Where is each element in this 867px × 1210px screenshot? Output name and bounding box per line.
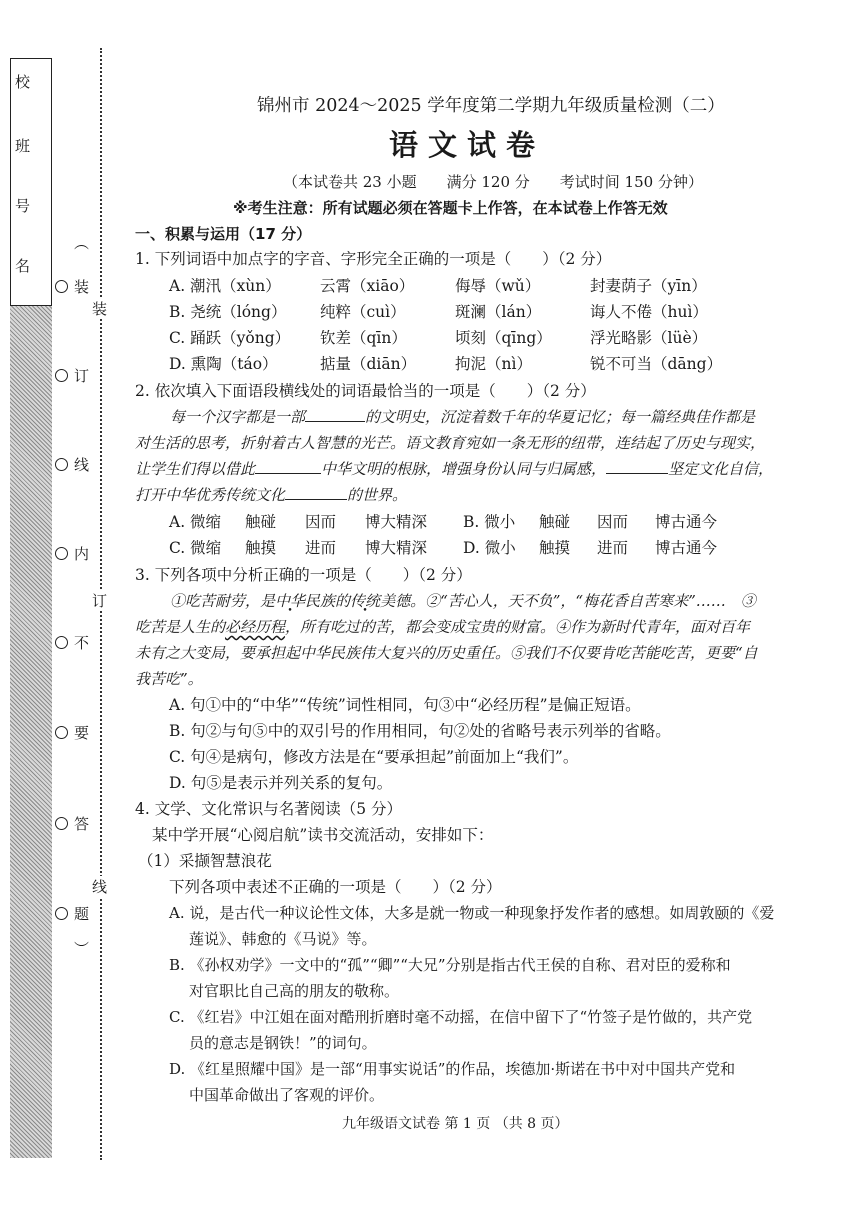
binding-hole	[55, 636, 68, 649]
q4-intro: 某中学开展“心阅启航”读书交流活动，安排如下：	[152, 826, 494, 844]
q2-option: A. 微缩	[169, 513, 222, 531]
q4-option-a-cont: 莲说》、韩愈的《马说》等。	[189, 930, 377, 948]
fill-blank	[305, 407, 365, 422]
q4-sub1-stem: 下列各项中表述不正确的一项是（ ）（2 分）	[169, 878, 502, 896]
q2-option: 进而	[597, 539, 629, 557]
q4-sub1-title: （1）采撷智慧浪花	[138, 852, 272, 870]
q1-option: 钦差（qīn）	[320, 329, 407, 347]
inner-mark-ding: 订	[74, 367, 90, 385]
q2-passage-line: 让学生们得以借此 中华文明的根脉，增强身份认同与归属感， 坚定文化自信，	[135, 460, 774, 478]
q1-option: 封妻荫子（yīn）	[590, 277, 707, 295]
q4-option-b: B. 《孙权劝学》一文中的“孤”“卿”“大兄”分别是指古代王侯的自称、君对臣的爱称和	[169, 956, 731, 974]
binding-hole	[55, 369, 68, 382]
q1-option: 云霄（xiāo）	[320, 277, 415, 295]
q4-option-c-cont: 员的意志是钢铁！”的词句。	[189, 1034, 377, 1052]
dotted-word: 中华	[275, 592, 306, 610]
inner-mark-nei: 内	[74, 545, 90, 563]
inner-mark-ti: 题	[74, 905, 90, 923]
binding-hole	[55, 280, 68, 293]
inner-mark-yao: 要	[74, 724, 90, 742]
q1-option: 侮辱（wǔ）	[455, 277, 541, 295]
wavy-underlined-phrase: 必经历程	[225, 618, 286, 636]
q3-passage-line: 未有之大变局，要承担起中华民族伟大复兴的历史重任。⑤我们不仅要肯吃苦能吃苦，更要“自	[135, 644, 758, 662]
q3-passage-line: ①吃苦耐劳，是中华民族的传统美德。②“苦心人，天不负”，“梅花香自苦寒来”…… ③	[170, 592, 756, 610]
q2-option: 博大精深	[365, 513, 428, 531]
q4-option-c: C. 《红岩》中江姐在面对酷刑折磨时毫不动摇，在信中留下了“竹签子是竹做的，共产党	[169, 1008, 753, 1026]
q2-option: 博古通今	[655, 539, 718, 557]
inner-mark-bu: 不	[74, 634, 90, 652]
school-label: 校	[15, 73, 31, 91]
binding-paren-close: ︶	[74, 940, 90, 958]
q3-option: A. 句①中的“中华”“传统”词性相同，句③中“必经历程”是偏正短语。	[169, 696, 641, 714]
q3-option: B. 句②与句⑤中的双引号的作用相同，句②处的省略号表示列举的省略。	[169, 722, 671, 740]
number-label: 号	[15, 197, 31, 215]
binding-hatch-strip	[10, 306, 52, 1158]
q2-option: D. 微小	[463, 539, 516, 557]
fill-blank	[255, 459, 321, 474]
q2-option: 博古通今	[655, 513, 718, 531]
q3-option: C. 句④是病句，修改方法是在“要承担起”前面加上“我们”。	[169, 748, 579, 766]
q2-passage-line: 每一个汉字都是一部 的文明史，沉淀着数千年的华夏记忆；每一篇经典佳作都是	[170, 408, 756, 426]
class-label: 班	[15, 137, 31, 155]
binding-hole	[55, 458, 68, 471]
name-label: 名	[15, 257, 31, 275]
q1-option: 拘泥（nì）	[455, 355, 532, 373]
q4-option-a: A. 说，是古代一种议论性文体，大多是就一物或一种现象抒发作者的感想。如周敦颐的《爱	[169, 904, 775, 922]
q1-option: 纯粹（cuì）	[320, 303, 406, 321]
binding-hole	[55, 547, 68, 560]
q3-passage-line: 吃苦是人生的必经历程，所有吃过的苦，都会变成宝贵的财富。④作为新时代青年，面对百年	[135, 618, 751, 636]
q2-option: 进而	[305, 539, 337, 557]
q2-option: C. 微缩	[169, 539, 222, 557]
exam-notice: ※考生注意：所有试题必须在答题卡上作答，在本试卷上作答无效	[233, 199, 668, 217]
q1-stem: 1. 下列词语中加点字的字音、字形完全正确的一项是（ ）（2 分）	[135, 250, 612, 268]
q2-option: B. 微小	[463, 513, 516, 531]
q2-option: 因而	[305, 513, 337, 531]
exam-title: 锦州市 2024～2025 学年度第二学期九年级质量检测（二）	[257, 96, 725, 116]
dotted-word: 传统	[350, 592, 381, 610]
q2-stem: 2. 依次填入下面语段横线处的词语最恰当的一项是（ ）（2 分）	[135, 382, 596, 400]
q1-option: 浮光略影（lüè）	[590, 329, 708, 347]
q2-option: 触碰	[245, 513, 277, 531]
q4-option-d: D. 《红星照耀中国》是一部“用事实说话”的作品，埃德加·斯诺在书中对中国共产党和	[169, 1060, 736, 1078]
q1-option: 顷刻（qīng）	[455, 329, 552, 347]
q2-option: 触碰	[539, 513, 571, 531]
fill-blank	[285, 485, 347, 500]
q2-passage-line: 对生活的思考，折射着古人智慧的光芒。语文教育宛如一条无形的纽带，连结起了历史与现实，	[135, 434, 766, 452]
q1-option: 锐不可当（dāng）	[590, 355, 723, 373]
q2-option: 博大精深	[365, 539, 428, 557]
q3-passage-line: 我苦吃”。	[135, 670, 203, 688]
q1-option: D. 熏陶（táo）	[169, 355, 278, 373]
q2-option: 触摸	[245, 539, 277, 557]
q1-option: C. 踊跃（yǒng）	[169, 329, 291, 347]
page-footer: 九年级语文试卷 第 1 页 （共 8 页）	[342, 1116, 569, 1132]
inner-mark-xian: 线	[74, 456, 90, 474]
q2-option: 因而	[597, 513, 629, 531]
outer-mark-ding: 订	[92, 592, 108, 610]
q1-option: A. 潮汛（xùn）	[169, 277, 281, 295]
student-id-box	[10, 58, 52, 306]
binding-hole	[55, 726, 68, 739]
outer-mark-zhuang: 装	[92, 300, 108, 318]
q4-option-d-cont: 中国革命做出了客观的评价。	[189, 1086, 385, 1104]
inner-mark-da: 答	[74, 815, 90, 833]
q1-option: 掂量（diān）	[320, 355, 417, 373]
q1-option: B. 尧统（lóng）	[169, 303, 287, 321]
exam-info: （本试卷共 23 小题 满分 120 分 考试时间 150 分钟）	[283, 173, 703, 191]
subject-title: 语文试卷	[389, 128, 546, 162]
binding-hole	[55, 817, 68, 830]
q2-passage-line: 打开中华优秀传统文化 的世界。	[135, 486, 408, 504]
q1-option: 诲人不倦（huì）	[590, 303, 708, 321]
q3-stem: 3. 下列各项中分析正确的一项是（ ）（2 分）	[135, 566, 472, 584]
q2-option: 触摸	[539, 539, 571, 557]
q4-stem: 4. 文学、文化常识与名著阅读（5 分）	[135, 800, 403, 818]
q4-option-b-cont: 对官职比自己高的朋友的敬称。	[189, 982, 400, 1000]
section-heading: 一、积累与运用（17 分）	[135, 225, 312, 243]
fill-blank	[606, 459, 668, 474]
outer-mark-xian: 线	[92, 878, 108, 896]
inner-mark-zhuang: 装	[74, 278, 90, 296]
binding-paren-open: ︵	[74, 234, 90, 252]
q1-option: 斑澜（lán）	[455, 303, 542, 321]
binding-hole	[55, 907, 68, 920]
q3-option: D. 句⑤是表示并列关系的复句。	[169, 774, 393, 792]
